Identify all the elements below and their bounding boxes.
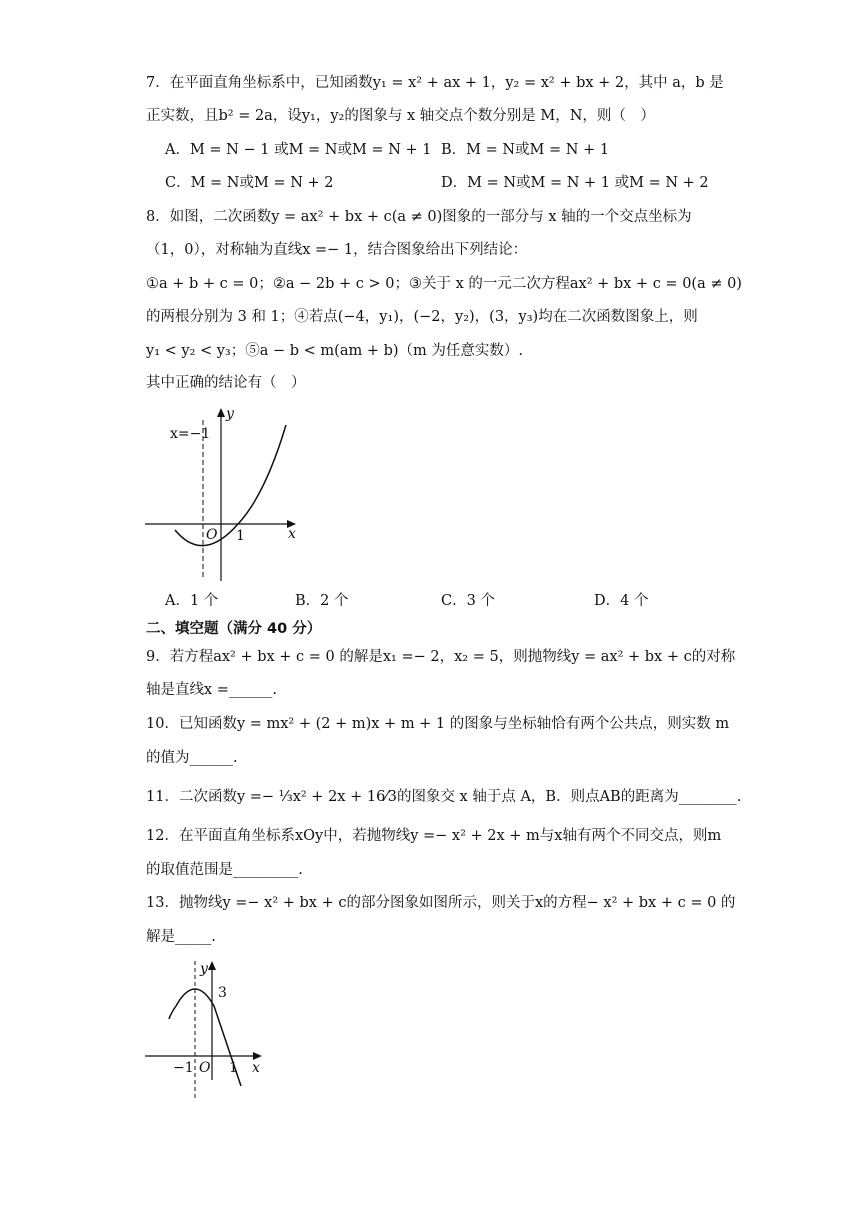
- q13-origin-label: O: [199, 1060, 211, 1076]
- q7-option-d: D．M = N或M = N + 1 或M = N + 2: [441, 175, 709, 191]
- q7-option-b: B．M = N或M = N + 1: [441, 142, 610, 158]
- q8-line-5: y₁ < y₂ < y₃；⑤a − b < m(am + b)（m 为任意实数）.: [146, 343, 523, 359]
- q12-line-1: 12．在平面直角坐标系xOy中，若抛物线y =− x² + 2x + m与x轴有两个不同交点，则m: [146, 828, 722, 844]
- q13-tick-pos-label: 1: [229, 1060, 238, 1076]
- q8-figure: [140, 400, 310, 590]
- section-title: 二、填空题（满分 40 分）: [146, 621, 322, 637]
- q7-line-1: 7．在平面直角坐标系中，已知函数y₁ = x² + ax + 1，y₂ = x² + bx + 2，其中 a，b 是: [146, 75, 724, 91]
- q8-option-c: C．3 个: [441, 593, 495, 609]
- q8-line-1: 8．如图，二次函数y = ax² + bx + c(a ≠ 0)图象的一部分与 x 轴的一个交点坐标为: [146, 209, 692, 225]
- q8-option-a: A．1 个: [165, 593, 219, 609]
- q8-option-b: B．2 个: [295, 593, 349, 609]
- q12-line-2: 的取值范围是_________.: [146, 862, 303, 878]
- q10-line-1: 10．已知函数y = mx² + (2 + m)x + m + 1 的图象与坐标轴恰有两个公共点，则实数 m: [146, 716, 730, 732]
- q13-line-1: 13．抛物线y =− x² + bx + c的部分图象如图所示，则关于x的方程− x² + bx + c = 0 的: [146, 895, 736, 911]
- q8-line-4: 的两根分别为 3 和 1；④若点(−4，y₁)，(−2，y₂)，(3，y₃)均在二次函数图象上，则: [146, 309, 698, 325]
- q8-line-3: ①a + b + c = 0；②a − 2b + c > 0；③关于 x 的一元二次方程ax² + bx + c = 0(a ≠ 0): [146, 276, 742, 292]
- q11-line-1: 11．二次函数y =− ⅓x² + 2x + 16⁄3的图象交 x 轴于点 A，B．则点AB的距离为________.: [146, 789, 742, 805]
- q13-parabola-left: [169, 1006, 176, 1019]
- q13-line-2: 解是_____.: [146, 929, 216, 945]
- q13-x-arrow: [253, 1052, 262, 1060]
- q8-x-label: x: [288, 526, 296, 542]
- q13-y-arrow: [208, 961, 216, 970]
- q8-origin-label: O: [206, 527, 218, 543]
- q8-tick-label: 1: [236, 528, 245, 544]
- q7-option-c: C．M = N或M = N + 2: [165, 175, 334, 191]
- q8-line-label: x=−1: [170, 426, 211, 442]
- q9-line-1: 9．若方程ax² + bx + c = 0 的解是x₁ =− 2，x₂ = 5，则抛物线y = ax² + bx + c的对称: [146, 649, 736, 665]
- q8-parabola: [175, 425, 286, 546]
- q8-line-6: 其中正确的结论有（ ）: [146, 375, 306, 391]
- q9-line-2: 轴是直线x =______.: [146, 682, 278, 698]
- q13-figure: [140, 955, 270, 1105]
- q13-y-label: y: [200, 961, 208, 977]
- q7-option-a: A．M = N − 1 或M = N或M = N + 1: [165, 142, 432, 158]
- q13-tick-neg-label: −1: [173, 1060, 194, 1076]
- q13-x-label: x: [252, 1060, 260, 1076]
- q8-y-arrow: [217, 408, 225, 417]
- q7-line-2: 正实数，且b² = 2a，设y₁，y₂的图象与 x 轴交点个数分别是 M，N，则（ ）: [146, 108, 655, 124]
- q8-line-2: （1，0），对称轴为直线x =− 1，结合图象给出下列结论：: [146, 242, 528, 258]
- q10-line-2: 的值为______.: [146, 750, 238, 766]
- q8-option-d: D．4 个: [594, 593, 649, 609]
- q8-y-label: y: [226, 406, 234, 422]
- q13-y-intercept-label: 3: [218, 985, 227, 1001]
